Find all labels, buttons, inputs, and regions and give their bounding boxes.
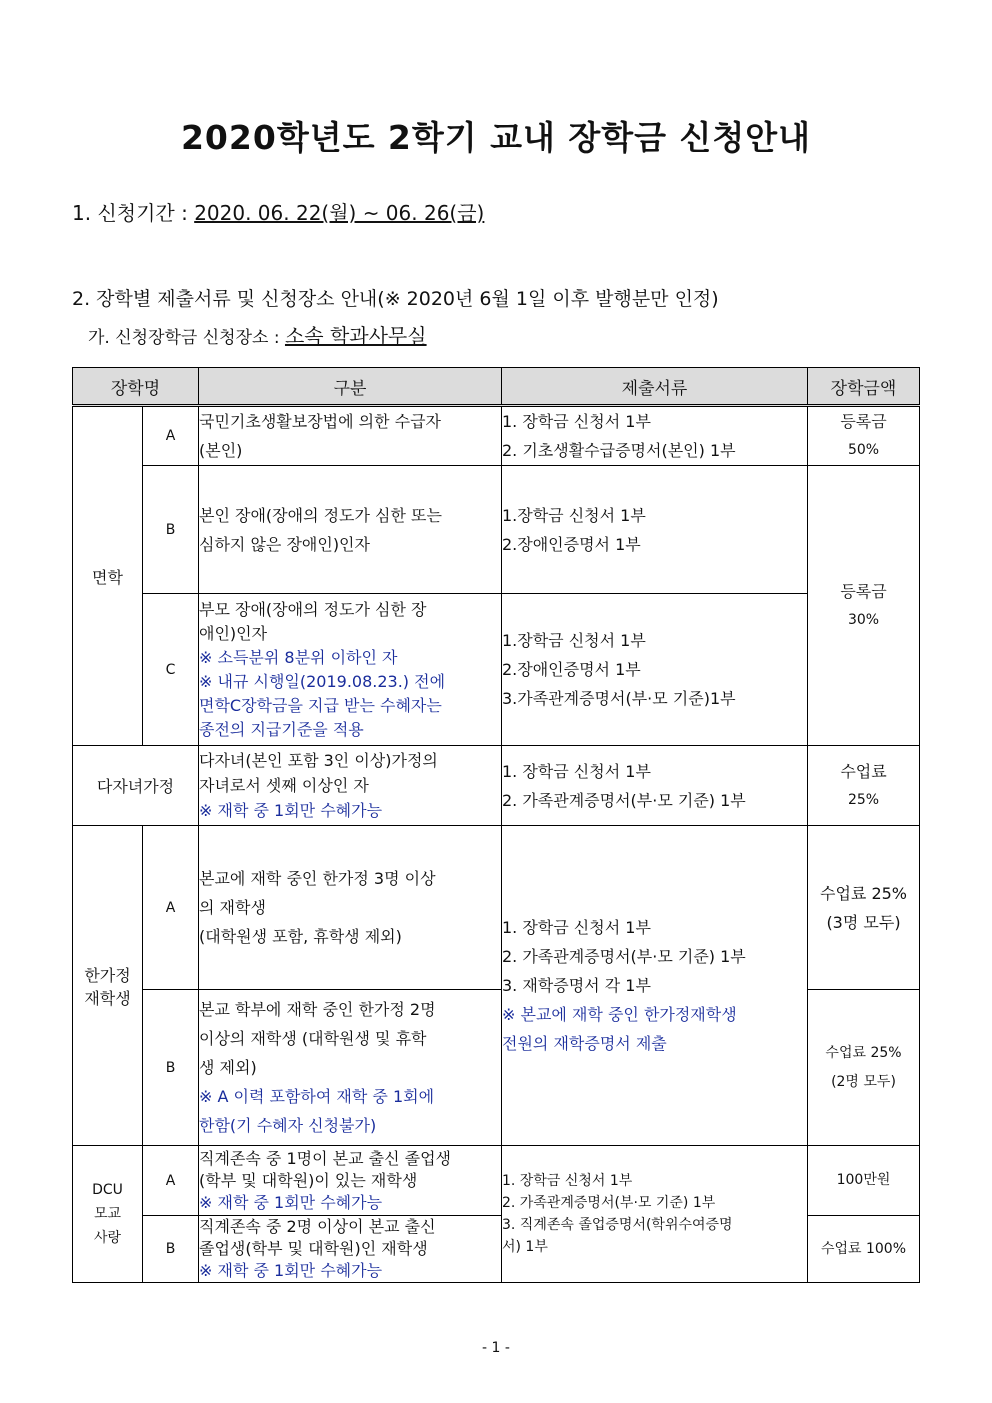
- myeonhak-b-docs: 1.장학금 신청서 1부 2.장애인증명서 1부: [502, 466, 808, 594]
- myeonhak-a-desc: 국민기초생활보장법에 의한 수급자 (본인): [199, 406, 502, 466]
- place-label: 가. 신청장학금 신청장소 :: [88, 328, 285, 348]
- table-row: [73, 406, 920, 466]
- header-category: 구분: [199, 368, 502, 406]
- document-title: 2020학년도 2학기 교내 장학금 신청안내: [180, 118, 812, 157]
- period-value: 2020. 06. 22(월) ~ 06. 26(금): [194, 201, 485, 225]
- myeonhak-c-docs: 1.장학금 신청서 1부 2.장애인증명서 1부 3.가족관계증명서(부·모 기준)1부: [502, 594, 808, 746]
- table-row: [73, 466, 920, 594]
- period-label: 1. 신청기간 :: [72, 201, 195, 225]
- application-place: [88, 320, 427, 349]
- hangajeong-a-desc: 본교에 재학 중인 한가정 3명 이상 의 재학생 (대학원생 포함, 휴학생 제외): [199, 826, 502, 990]
- myeonhak-a-amount: 등록금 50%: [808, 406, 920, 466]
- hangajeong-b-desc: 본교 학부에 재학 중인 한가정 2명 이상의 재학생 (대학원생 및 휴학 생 제외) ※ A 이력 포함하여 재학 중 1회에 한함(기 수혜자 신청불가): [199, 990, 502, 1146]
- dcu-docs: 1. 장학금 신청서 1부 2. 가족관계증명서(부·모 기준) 1부 3. 직계존속 졸업증명서(학위수여증명 서) 1부: [502, 1146, 808, 1283]
- dcu-b-grade: B: [143, 1216, 199, 1283]
- hangajeong-name: 한가정 재학생: [73, 826, 143, 1146]
- scholarship-table: [72, 367, 920, 1283]
- dajanyeo-desc: 다자녀(본인 포함 3인 이상)가정의 자녀로서 셋째 이상인 자 ※ 재학 중 1회만 수혜가능: [199, 746, 502, 826]
- page-number: - 1 -: [482, 1340, 510, 1356]
- dajanyeo-name: 다자녀가정: [73, 746, 199, 826]
- myeonhak-a-grade: A: [143, 406, 199, 466]
- section-application-period: [72, 197, 484, 226]
- myeonhak-a-docs: 1. 장학금 신청서 1부 2. 기초생활수급증명서(본인) 1부: [502, 406, 808, 466]
- table-row: [73, 826, 920, 990]
- table-row: [73, 1146, 920, 1216]
- dcu-a-grade: A: [143, 1146, 199, 1216]
- dajanyeo-amount: 수업료 25%: [808, 746, 920, 826]
- table-row: [73, 594, 920, 746]
- dcu-b-desc: 직계존속 중 2명 이상이 본교 출신 졸업생(학부 및 대학원)인 재학생 ※ 재학 중 1회만 수혜가능: [199, 1216, 502, 1283]
- section-documents-heading: 2. 장학별 제출서류 및 신청장소 안내(※ 2020년 6월 1일 이후 발행분만 인정): [72, 288, 719, 310]
- dcu-b-amount: 수업료 100%: [808, 1216, 920, 1283]
- hangajeong-a-grade: A: [143, 826, 199, 990]
- hangajeong-a-amount: 수업료 25% (3명 모두): [808, 826, 920, 990]
- table-header-row: [73, 368, 920, 406]
- dajanyeo-docs: 1. 장학금 신청서 1부 2. 가족관계증명서(부·모 기준) 1부: [502, 746, 808, 826]
- hangajeong-b-amount: 수업료 25% (2명 모두): [808, 990, 920, 1146]
- hangajeong-b-grade: B: [143, 990, 199, 1146]
- myeonhak-c-grade: C: [143, 594, 199, 746]
- dcu-name: DCU 모교 사랑: [73, 1146, 143, 1283]
- table-row: [73, 746, 920, 826]
- header-name: 장학명: [73, 368, 199, 406]
- header-documents: 제출서류: [502, 368, 808, 406]
- myeonhak-b-desc: 본인 장애(장애의 정도가 심한 또는 심하지 않은 장애인)인자: [199, 466, 502, 594]
- dcu-a-amount: 100만원: [808, 1146, 920, 1216]
- myeonhak-bc-amount: 등록금 30%: [808, 466, 920, 746]
- hangajeong-docs: 1. 장학금 신청서 1부 2. 가족관계증명서(부·모 기준) 1부 3. 재학증명서 각 1부 ※ 본교에 재학 중인 한가정재학생 전원의 재학증명서 제출: [502, 826, 808, 1146]
- myeonhak-b-grade: B: [143, 466, 199, 594]
- myeonhak-c-desc: 부모 장애(장애의 정도가 심한 장 애인)인자 ※ 소득분위 8분위 이하인 자 ※ 내규 시행일(2019.08.23.) 전에 면학C장학금을 지급 받는 수혜자는 종전의 지급기준을 적용: [199, 594, 502, 746]
- dcu-a-desc: 직계존속 중 1명이 본교 출신 졸업생 (학부 및 대학원)이 있는 재학생 ※ 재학 중 1회만 수혜가능: [199, 1146, 502, 1216]
- myeonhak-name: 면학: [73, 406, 143, 746]
- place-value: 소속 학과사무실: [284, 324, 427, 348]
- header-amount: 장학금액: [808, 368, 920, 406]
